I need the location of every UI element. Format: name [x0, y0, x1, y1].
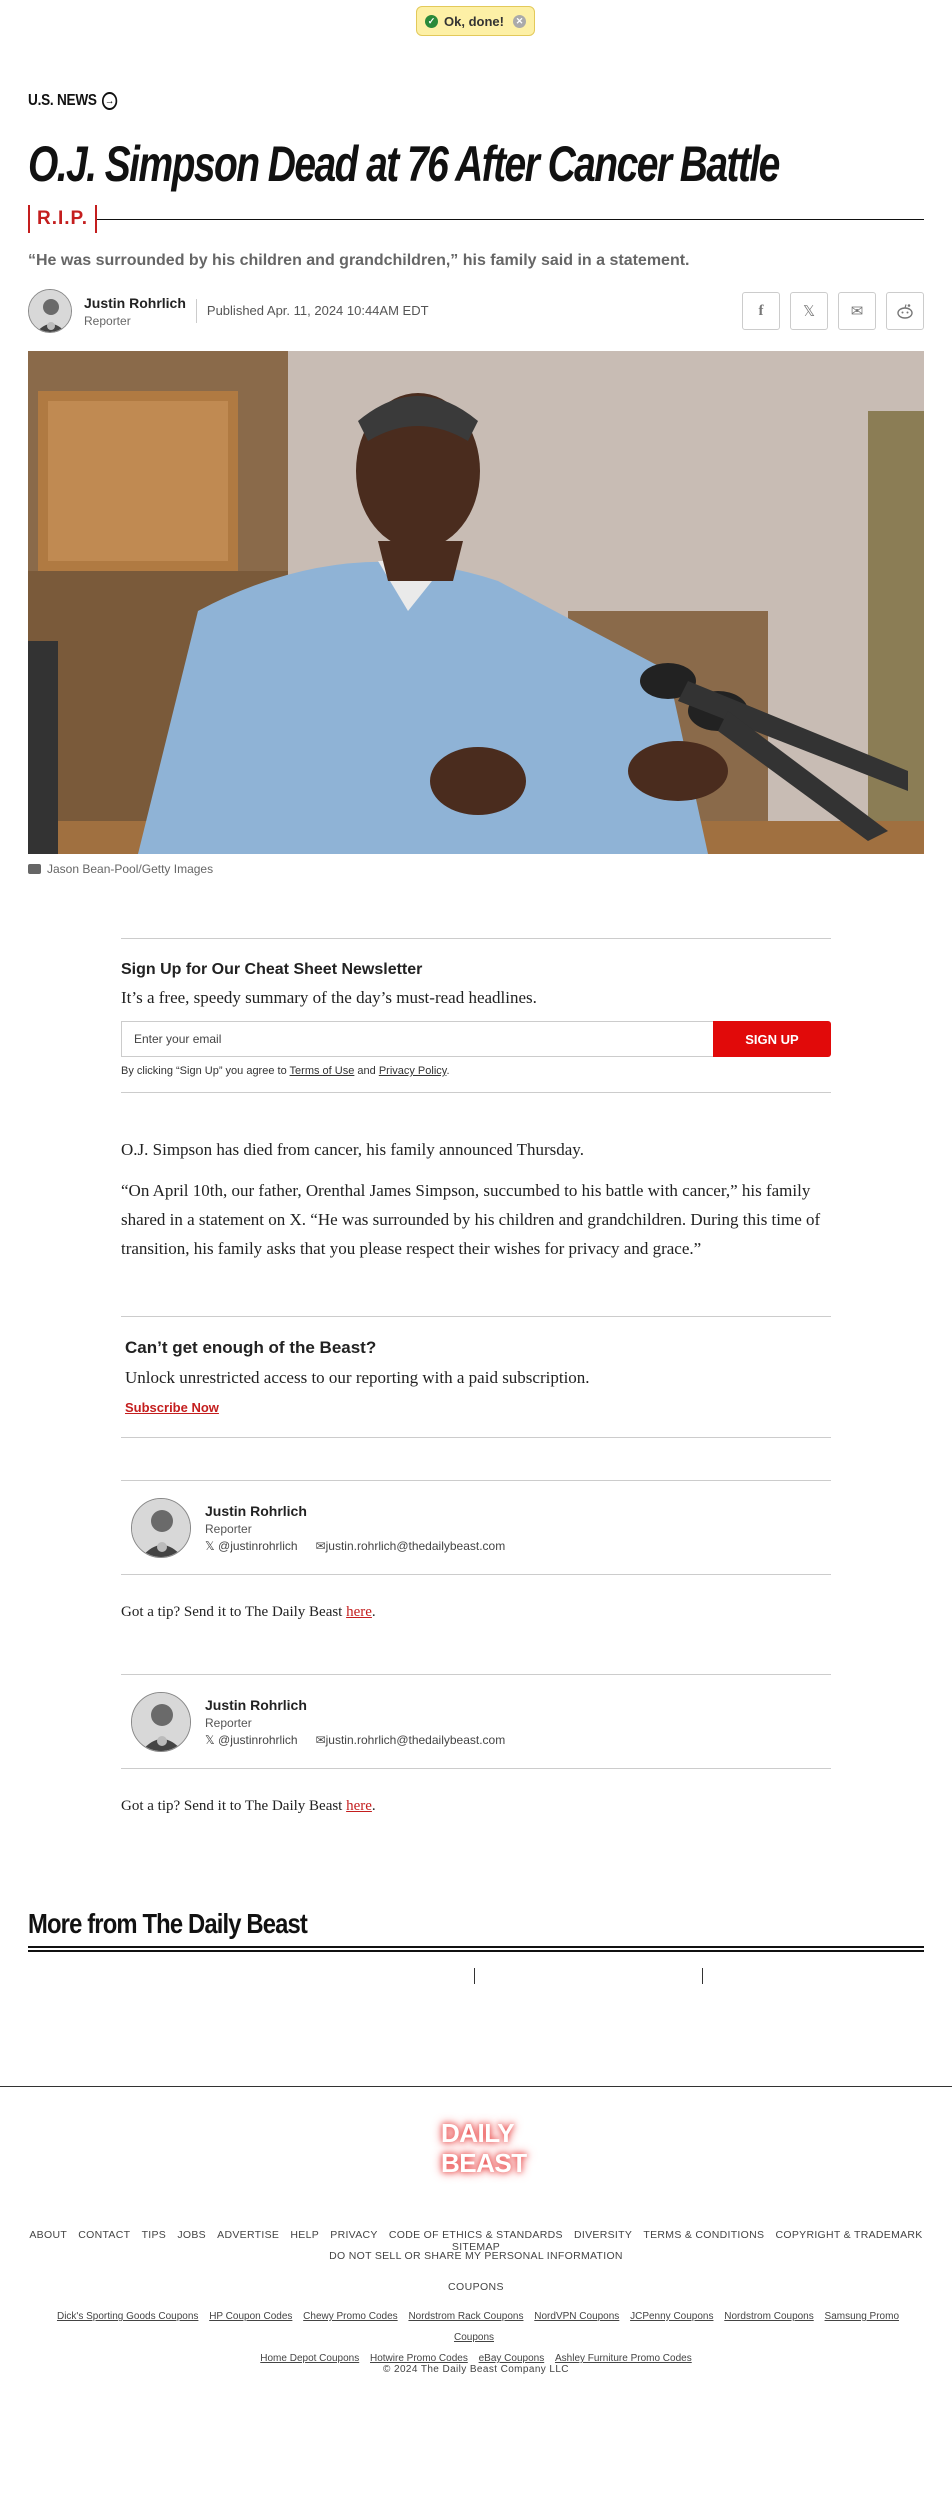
divider [121, 938, 831, 939]
terms-text: and [354, 1065, 379, 1077]
reddit-icon [896, 303, 914, 319]
publish-date: Published Apr. 11, 2024 10:44AM EDT [196, 299, 429, 323]
facebook-icon: f [758, 302, 764, 319]
tip-text: . [371, 1798, 376, 1814]
bio-name[interactable]: Justin Rohrlich [205, 1502, 307, 1519]
newsletter-title: Sign Up for Our Cheat Sheet Newsletter [121, 961, 423, 978]
divider [28, 1946, 924, 1952]
x-share-button[interactable] [790, 292, 828, 330]
hero-image [28, 351, 924, 854]
footer-link-diversity[interactable]: DIVERSITY [574, 2229, 633, 2241]
divider [474, 1968, 475, 1984]
x-icon: 𝕏 [802, 303, 816, 320]
coupon-link[interactable]: Ashley Furniture Promo Codes [554, 2353, 692, 2364]
tip-link[interactable]: here [346, 1604, 372, 1620]
copyright: © 2024 The Daily Beast Company LLC [383, 2364, 569, 2375]
footer-link-tips[interactable]: TIPS [141, 2229, 167, 2241]
footer-link-privacy[interactable]: PRIVACY [330, 2229, 378, 2241]
bio-avatar[interactable] [131, 1692, 191, 1752]
coupon-link[interactable]: JCPenny Coupons [630, 2311, 714, 2322]
email-link[interactable] [316, 1539, 506, 1553]
check-icon: ✓ [425, 15, 438, 28]
tag-row [28, 205, 924, 233]
author-name[interactable]: Justin Rohrlich [84, 294, 186, 311]
coupon-link[interactable]: Nordstrom Rack Coupons [408, 2311, 524, 2322]
footer-link-contact[interactable]: CONTACT [78, 2229, 131, 2241]
newsletter-box [121, 938, 831, 1093]
tip-line [121, 1798, 831, 1815]
divider [97, 219, 924, 220]
email-icon: ✉ [315, 1538, 326, 1553]
tip-link[interactable]: here [346, 1798, 372, 1814]
footer-link-about[interactable]: ABOUT [29, 2229, 68, 2241]
coupon-link[interactable]: Nordstrom Coupons [724, 2311, 814, 2322]
coupon-link[interactable]: Samsung Promo Coupons [453, 2311, 900, 2343]
email-icon: ✉ [315, 1732, 326, 1747]
email-share-button[interactable] [838, 292, 876, 330]
headline: O.J. Simpson Dead at 76 After Cancer Battle [28, 136, 779, 192]
more-from-title: More from The Daily Beast [28, 1908, 307, 1939]
image-caption [28, 862, 213, 876]
coupon-links [40, 2306, 912, 2369]
email-address: justin.rohrlich@thedailybeast.com [325, 1538, 506, 1553]
author-avatar[interactable] [28, 289, 72, 333]
x-icon: 𝕏 [205, 1538, 219, 1553]
email-input[interactable]: Enter your email [121, 1021, 713, 1057]
tip-line [121, 1604, 831, 1621]
promo-title: Can’t get enough of the Beast? [125, 1338, 377, 1357]
coupons-heading: COUPONS [448, 2281, 504, 2293]
coupon-link[interactable]: NordVPN Coupons [534, 2311, 620, 2322]
twitter-link[interactable] [205, 1733, 298, 1747]
coupon-link[interactable]: Home Depot Coupons [260, 2353, 360, 2364]
x-icon: 𝕏 [205, 1732, 219, 1747]
newsletter-terms [121, 1065, 831, 1077]
email-icon: ✉ [850, 303, 864, 320]
divider [121, 1316, 831, 1317]
divider [121, 1437, 831, 1438]
subscribe-now-link[interactable]: Subscribe Now [125, 1400, 219, 1415]
terms-of-use-link[interactable]: Terms of Use [289, 1065, 355, 1077]
divider [121, 1574, 831, 1575]
divider [121, 1092, 831, 1093]
footer-link-terms[interactable]: TERMS & CONDITIONS [643, 2229, 765, 2241]
arrow-right-icon: → [102, 92, 117, 110]
footer-link-help[interactable]: HELP [290, 2229, 320, 2241]
body-paragraph: O.J. Simpson has died from cancer, his family announced Thursday. [121, 1140, 584, 1159]
do-not-sell-link[interactable]: DO NOT SELL OR SHARE MY PERSONAL INFORMATION [329, 2250, 623, 2262]
logo-text: BEAST [441, 2148, 527, 2178]
twitter-link[interactable] [205, 1539, 298, 1553]
email-address: justin.rohrlich@thedailybeast.com [325, 1732, 506, 1747]
author-bio [121, 1674, 831, 1769]
facebook-share-button[interactable] [742, 292, 780, 330]
footer-link-ethics[interactable]: CODE OF ETHICS & STANDARDS [388, 2229, 563, 2241]
newsletter-subtitle: It’s a free, speedy summary of the day’s must-read headlines. [121, 988, 537, 1007]
privacy-policy-link[interactable]: Privacy Policy [378, 1065, 447, 1077]
coupon-link[interactable]: Dick's Sporting Goods Coupons [56, 2311, 199, 2322]
terms-text: . [446, 1065, 450, 1077]
bio-role: Reporter [205, 1715, 252, 1730]
section-link[interactable] [28, 92, 117, 110]
camera-icon [28, 864, 41, 874]
newsletter-form [121, 1021, 831, 1057]
bio-avatar[interactable] [131, 1498, 191, 1558]
article-body [121, 1135, 831, 1263]
sign-up-button[interactable]: SIGN UP [713, 1021, 831, 1057]
reddit-share-button[interactable] [886, 292, 924, 330]
twitter-handle: @justinrohrlich [218, 1538, 298, 1553]
footer-divider [0, 2086, 952, 2087]
coupon-link[interactable]: Hotwire Promo Codes [370, 2353, 468, 2364]
footer-link-sitemap[interactable]: SITEMAP [451, 2241, 501, 2253]
tip-text: . [371, 1604, 376, 1620]
image-credit: Jason Bean-Pool/Getty Images [47, 862, 214, 876]
bio-name[interactable]: Justin Rohrlich [205, 1696, 307, 1713]
body-paragraph: “On April 10th, our father, Orenthal James Simpson, succumbed to his battle with cancer,” his family shared in a statement on X. “He was surrounded by his children and grandchildren. During this time of transition, his family asks that you please respect their wishes for privacy and grace.” [121, 1181, 821, 1258]
footer-link-copyright[interactable]: COPYRIGHT & TRADEMARK [775, 2229, 923, 2241]
divider [121, 1768, 831, 1769]
confirmation-toast [416, 6, 535, 36]
rip-tag[interactable]: R.I.P. [28, 205, 97, 233]
section-label: U.S. NEWS [28, 92, 97, 109]
dek: “He was surrounded by his children and grandchildren,” his family said in a statement. [28, 252, 690, 269]
promo-subtitle: Unlock unrestricted access to our reporting with a paid subscription. [125, 1368, 590, 1387]
daily-beast-logo[interactable] [441, 2118, 527, 2178]
author-bio [121, 1480, 831, 1575]
coupon-link[interactable]: eBay Coupons [478, 2353, 545, 2364]
coupon-link[interactable]: HP Coupon Codes [209, 2311, 293, 2322]
share-buttons [742, 292, 924, 330]
subscribe-promo [121, 1316, 831, 1438]
tip-text: Got a tip? Send it to The Daily Beast [121, 1798, 347, 1814]
twitter-handle: @justinrohrlich [218, 1732, 298, 1747]
terms-text: By clicking “Sign Up” you agree to [121, 1065, 290, 1077]
toast-text: Ok, done! [444, 13, 504, 29]
close-icon[interactable]: ✕ [513, 15, 526, 28]
logo-text: DAILY [441, 2118, 515, 2148]
byline [28, 288, 924, 334]
email-link[interactable] [316, 1733, 506, 1747]
author-role: Reporter [84, 313, 131, 328]
bio-role: Reporter [205, 1521, 252, 1536]
tip-text: Got a tip? Send it to The Daily Beast [121, 1604, 347, 1620]
footer-link-advertise[interactable]: ADVERTISE [217, 2229, 280, 2241]
divider [702, 1968, 703, 1984]
footer-link-jobs[interactable]: JOBS [177, 2229, 206, 2241]
coupon-link[interactable]: Chewy Promo Codes [303, 2311, 398, 2322]
